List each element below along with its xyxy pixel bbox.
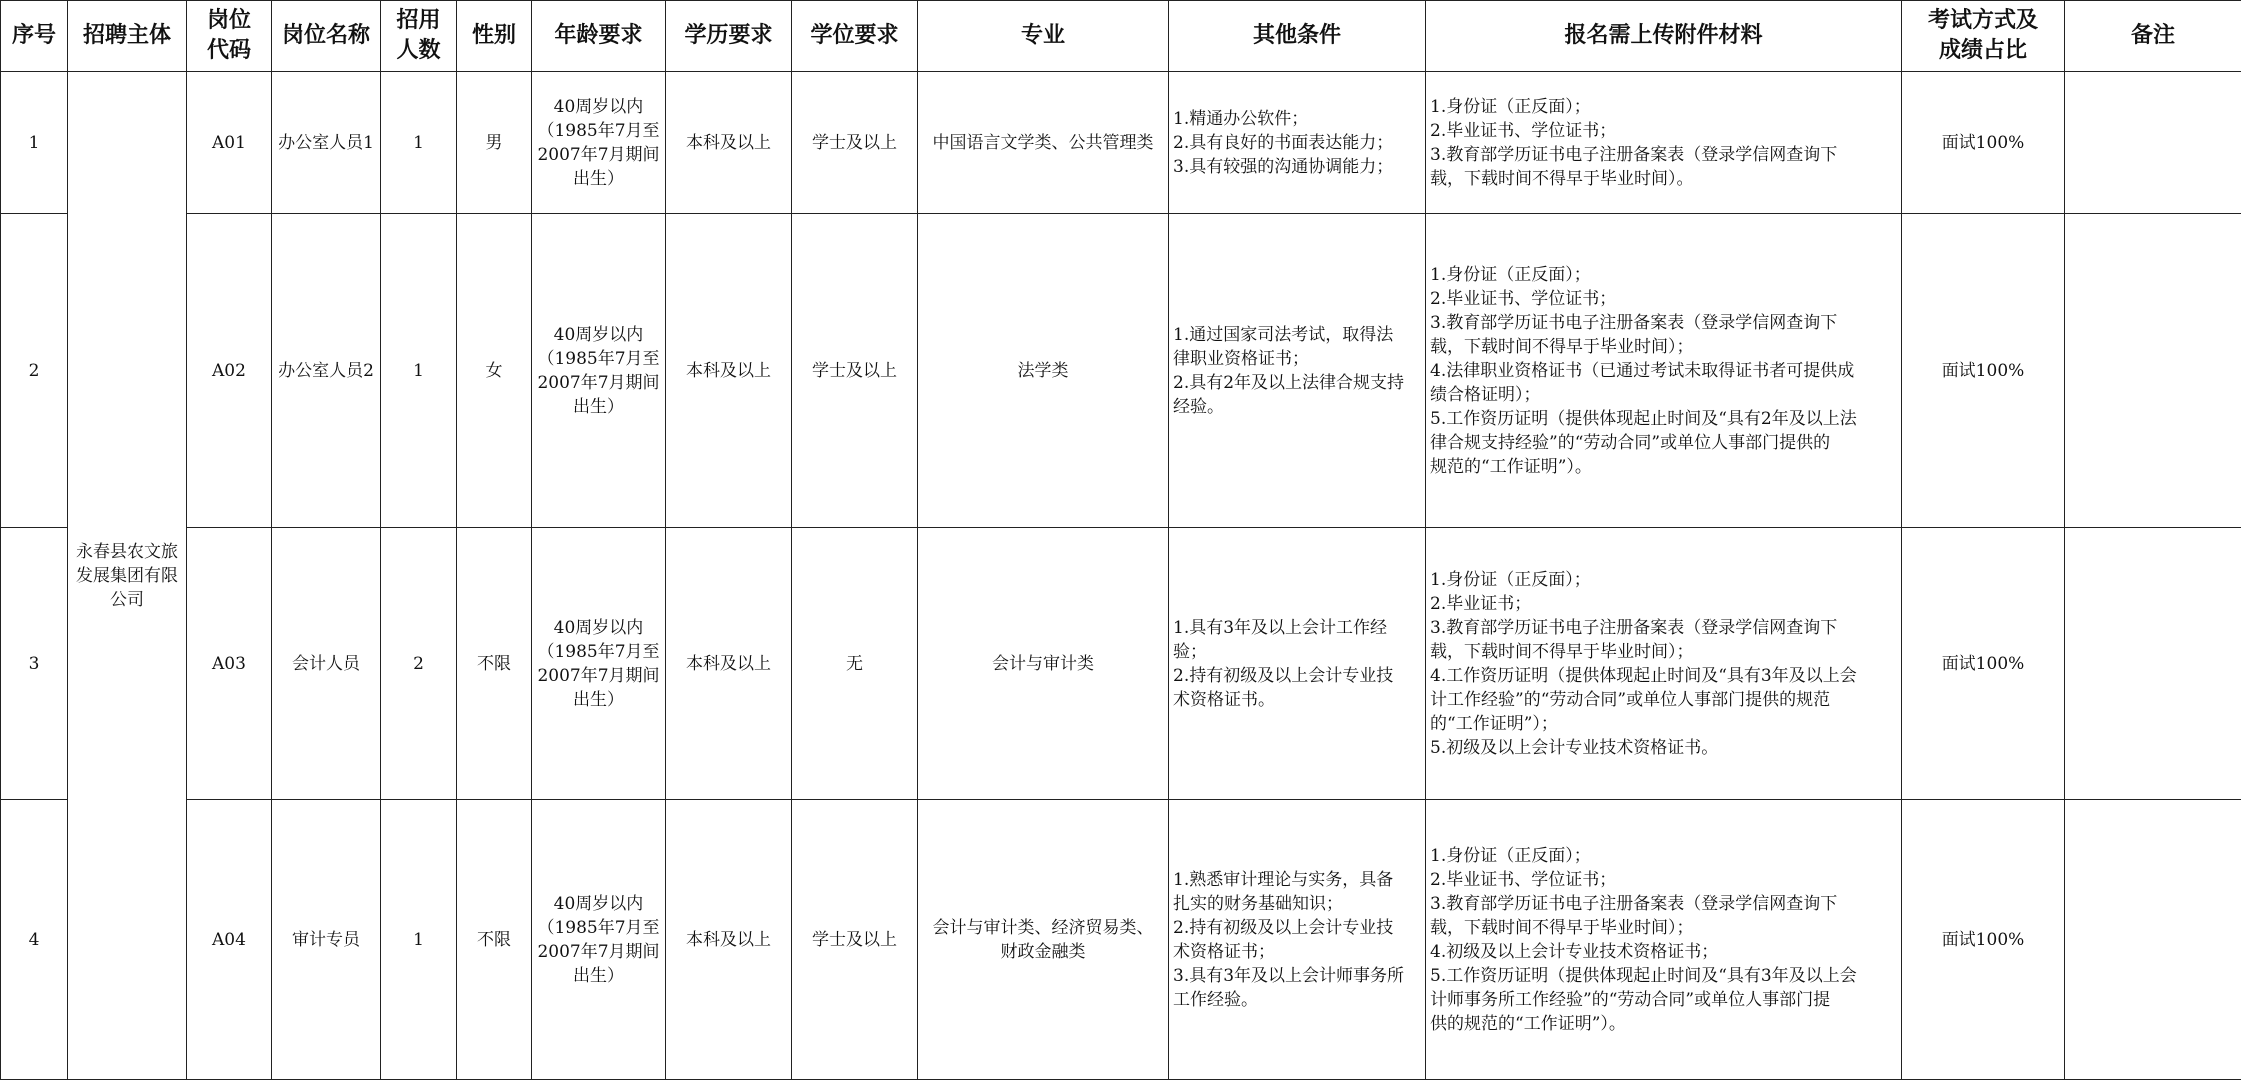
cell-gender: 不限 xyxy=(457,528,532,800)
header-name: 岗位名称 xyxy=(272,1,381,72)
cell-age xyxy=(532,214,666,528)
other-line: 律职业资格证书； xyxy=(1173,348,1309,369)
other-line: 1.精通办公软件； xyxy=(1173,108,1309,129)
attachment-line: 1.身份证（正反面）； xyxy=(1430,96,1591,117)
cell-attachments xyxy=(1426,800,1902,1080)
cell-name: 会计人员 xyxy=(272,528,381,800)
cell-gender: 男 xyxy=(457,72,532,214)
attachment-line: 的“工作证明”）； xyxy=(1430,713,1558,734)
age-line: （1985年7月至 xyxy=(537,348,660,369)
attachment-line: 5.工作资历证明（提供体现起止时间及“具有2年及以上法 xyxy=(1430,408,1857,429)
employer-line: 永春县农文旅 xyxy=(76,541,178,562)
cell-count: 1 xyxy=(381,214,457,528)
age-line: 出生） xyxy=(573,965,624,986)
major-line: 中国语言文学类、公共管理类 xyxy=(932,132,1154,153)
cell-other xyxy=(1169,528,1426,800)
cell-age xyxy=(532,72,666,214)
other-line: 1.具有3年及以上会计工作经 xyxy=(1173,617,1388,638)
cell-exam: 面试100% xyxy=(1902,528,2065,800)
table-row xyxy=(1,528,2241,800)
cell-major xyxy=(918,72,1169,214)
cell-major xyxy=(918,214,1169,528)
attachment-line: 3.教育部学历证书电子注册备案表（登录学信网查询下 xyxy=(1430,893,1838,914)
cell-degree: 学士及以上 xyxy=(792,214,918,528)
table-row xyxy=(1,72,2241,214)
cell-attachments xyxy=(1426,214,1902,528)
attachment-line: 3.教育部学历证书电子注册备案表（登录学信网查询下 xyxy=(1430,312,1838,333)
major-line: 财政金融类 xyxy=(1000,941,1086,962)
other-line: 3.具有较强的沟通协调能力； xyxy=(1173,156,1394,177)
age-line: （1985年7月至 xyxy=(537,917,660,938)
cell-exam: 面试100% xyxy=(1902,214,2065,528)
age-line: 2007年7月期间 xyxy=(537,372,660,393)
cell-major xyxy=(918,800,1169,1080)
age-line: 40周岁以内 xyxy=(553,617,644,638)
cell-seq: 2 xyxy=(1,214,68,528)
other-line: 工作经验。 xyxy=(1173,989,1258,1010)
attachment-line: 5.工作资历证明（提供体现起止时间及“具有3年及以上会 xyxy=(1430,965,1857,986)
header-remark: 备注 xyxy=(2065,1,2241,72)
age-line: （1985年7月至 xyxy=(537,641,660,662)
cell-seq: 1 xyxy=(1,72,68,214)
attachment-line: 2.毕业证书、学位证书； xyxy=(1430,869,1617,890)
header-exam-line: 考试方式及 xyxy=(1927,8,2038,33)
cell-other xyxy=(1169,72,1426,214)
other-line: 2.具有良好的书面表达能力； xyxy=(1173,132,1394,153)
cell-name: 办公室人员1 xyxy=(272,72,381,214)
header-major: 专业 xyxy=(918,1,1169,72)
cell-remark xyxy=(2065,214,2241,528)
cell-other xyxy=(1169,800,1426,1080)
age-line: 出生） xyxy=(573,396,624,417)
header-degree: 学位要求 xyxy=(792,1,918,72)
attachment-line: 载，下载时间不得早于毕业时间）； xyxy=(1430,917,1694,938)
attachment-line: 律合规支持经验”的“劳动合同”或单位人事部门提供的 xyxy=(1430,432,1831,453)
header-count-line: 人数 xyxy=(396,38,441,63)
attachment-line: 绩合格证明）； xyxy=(1430,384,1541,405)
age-line: 40周岁以内 xyxy=(553,893,644,914)
cell-remark xyxy=(2065,800,2241,1080)
attachment-line: 3.教育部学历证书电子注册备案表（登录学信网查询下 xyxy=(1430,617,1838,638)
major-line: 会计与审计类、经济贸易类、 xyxy=(932,917,1154,938)
cell-attachments xyxy=(1426,528,1902,800)
attachment-line: 计师事务所工作经验”的“劳动合同”或单位人事部门提 xyxy=(1430,989,1831,1010)
attachment-line: 1.身份证（正反面）； xyxy=(1430,845,1591,866)
cell-name: 办公室人员2 xyxy=(272,214,381,528)
header-code-line: 代码 xyxy=(206,38,251,63)
attachment-line: 2.毕业证书、学位证书； xyxy=(1430,120,1617,141)
other-line: 2.持有初级及以上会计专业技 xyxy=(1173,917,1394,938)
other-line: 术资格证书。 xyxy=(1173,689,1275,710)
age-line: 2007年7月期间 xyxy=(537,144,660,165)
cell-age xyxy=(532,800,666,1080)
attachment-line: 2.毕业证书； xyxy=(1430,593,1532,614)
employer-line: 公司 xyxy=(110,589,144,610)
cell-remark xyxy=(2065,528,2241,800)
cell-code: A02 xyxy=(187,214,272,528)
cell-employer xyxy=(68,72,187,1080)
header-code-line: 岗位 xyxy=(206,8,251,33)
cell-degree: 无 xyxy=(792,528,918,800)
cell-seq: 4 xyxy=(1,800,68,1080)
cell-attachments xyxy=(1426,72,1902,214)
header-count-line: 招用 xyxy=(396,8,441,33)
cell-code: A03 xyxy=(187,528,272,800)
cell-gender: 不限 xyxy=(457,800,532,1080)
header-exam xyxy=(1902,1,2065,72)
header-age: 年龄要求 xyxy=(532,1,666,72)
cell-degree: 学士及以上 xyxy=(792,800,918,1080)
major-line: 法学类 xyxy=(1017,360,1069,381)
header-seq: 序号 xyxy=(1,1,68,72)
attachment-line: 计工作经验”的“劳动合同”或单位人事部门提供的规范 xyxy=(1430,689,1831,710)
cell-seq: 3 xyxy=(1,528,68,800)
cell-exam: 面试100% xyxy=(1902,800,2065,1080)
age-line: 出生） xyxy=(573,168,624,189)
attachment-line: 5.初级及以上会计专业技术资格证书。 xyxy=(1430,737,1719,758)
age-line: （1985年7月至 xyxy=(537,120,660,141)
cell-count: 1 xyxy=(381,800,457,1080)
major-line: 会计与审计类 xyxy=(992,653,1094,674)
header-row xyxy=(1,1,2241,72)
attachment-line: 3.教育部学历证书电子注册备案表（登录学信网查询下 xyxy=(1430,144,1838,165)
attachment-line: 规范的“工作证明”）。 xyxy=(1430,456,1592,477)
attachment-line: 4.工作资历证明（提供体现起止时间及“具有3年及以上会 xyxy=(1430,665,1857,686)
cell-major xyxy=(918,528,1169,800)
attachment-line: 1.身份证（正反面）； xyxy=(1430,264,1591,285)
cell-education: 本科及以上 xyxy=(666,800,792,1080)
cell-count: 2 xyxy=(381,528,457,800)
attachment-line: 4.法律职业资格证书（已通过考试未取得证书者可提供成 xyxy=(1430,360,1855,381)
table-row xyxy=(1,800,2241,1080)
header-education: 学历要求 xyxy=(666,1,792,72)
table-row xyxy=(1,214,2241,528)
other-line: 经验。 xyxy=(1173,396,1224,417)
cell-other xyxy=(1169,214,1426,528)
attachment-line: 1.身份证（正反面）； xyxy=(1430,569,1591,590)
header-gender: 性别 xyxy=(457,1,532,72)
attachment-line: 2.毕业证书、学位证书； xyxy=(1430,288,1617,309)
other-line: 验； xyxy=(1173,641,1207,662)
cell-remark xyxy=(2065,72,2241,214)
age-line: 40周岁以内 xyxy=(553,324,644,345)
cell-exam: 面试100% xyxy=(1902,72,2065,214)
attachment-line: 供的规范的“工作证明”）。 xyxy=(1430,1013,1626,1034)
attachment-line: 4.初级及以上会计专业技术资格证书； xyxy=(1430,941,1719,962)
attachment-line: 载，下载时间不得早于毕业时间）。 xyxy=(1430,168,1694,189)
cell-code: A01 xyxy=(187,72,272,214)
age-line: 2007年7月期间 xyxy=(537,941,660,962)
header-employer: 招聘主体 xyxy=(68,1,187,72)
other-line: 3.具有3年及以上会计师事务所 xyxy=(1173,965,1405,986)
header-exam-line: 成绩占比 xyxy=(1938,38,2027,63)
age-line: 40周岁以内 xyxy=(553,96,644,117)
cell-gender: 女 xyxy=(457,214,532,528)
cell-name: 审计专员 xyxy=(272,800,381,1080)
header-count xyxy=(381,1,457,72)
other-line: 1.熟悉审计理论与实务，具备 xyxy=(1173,869,1394,890)
age-line: 2007年7月期间 xyxy=(537,665,660,686)
other-line: 2.持有初级及以上会计专业技 xyxy=(1173,665,1394,686)
other-line: 2.具有2年及以上法律合规支持 xyxy=(1173,372,1405,393)
cell-education: 本科及以上 xyxy=(666,528,792,800)
cell-age xyxy=(532,528,666,800)
cell-count: 1 xyxy=(381,72,457,214)
cell-education: 本科及以上 xyxy=(666,72,792,214)
header-attachments: 报名需上传附件材料 xyxy=(1426,1,1902,72)
other-line: 术资格证书； xyxy=(1173,941,1275,962)
header-code xyxy=(187,1,272,72)
cell-education: 本科及以上 xyxy=(666,214,792,528)
other-line: 1.通过国家司法考试，取得法 xyxy=(1173,324,1394,345)
cell-degree: 学士及以上 xyxy=(792,72,918,214)
attachment-line: 载，下载时间不得早于毕业时间）； xyxy=(1430,641,1694,662)
age-line: 出生） xyxy=(573,689,624,710)
attachment-line: 载，下载时间不得早于毕业时间）； xyxy=(1430,336,1694,357)
employer-line: 发展集团有限 xyxy=(76,565,178,586)
other-line: 扎实的财务基础知识； xyxy=(1173,893,1343,914)
cell-code: A04 xyxy=(187,800,272,1080)
header-other: 其他条件 xyxy=(1169,1,1426,72)
